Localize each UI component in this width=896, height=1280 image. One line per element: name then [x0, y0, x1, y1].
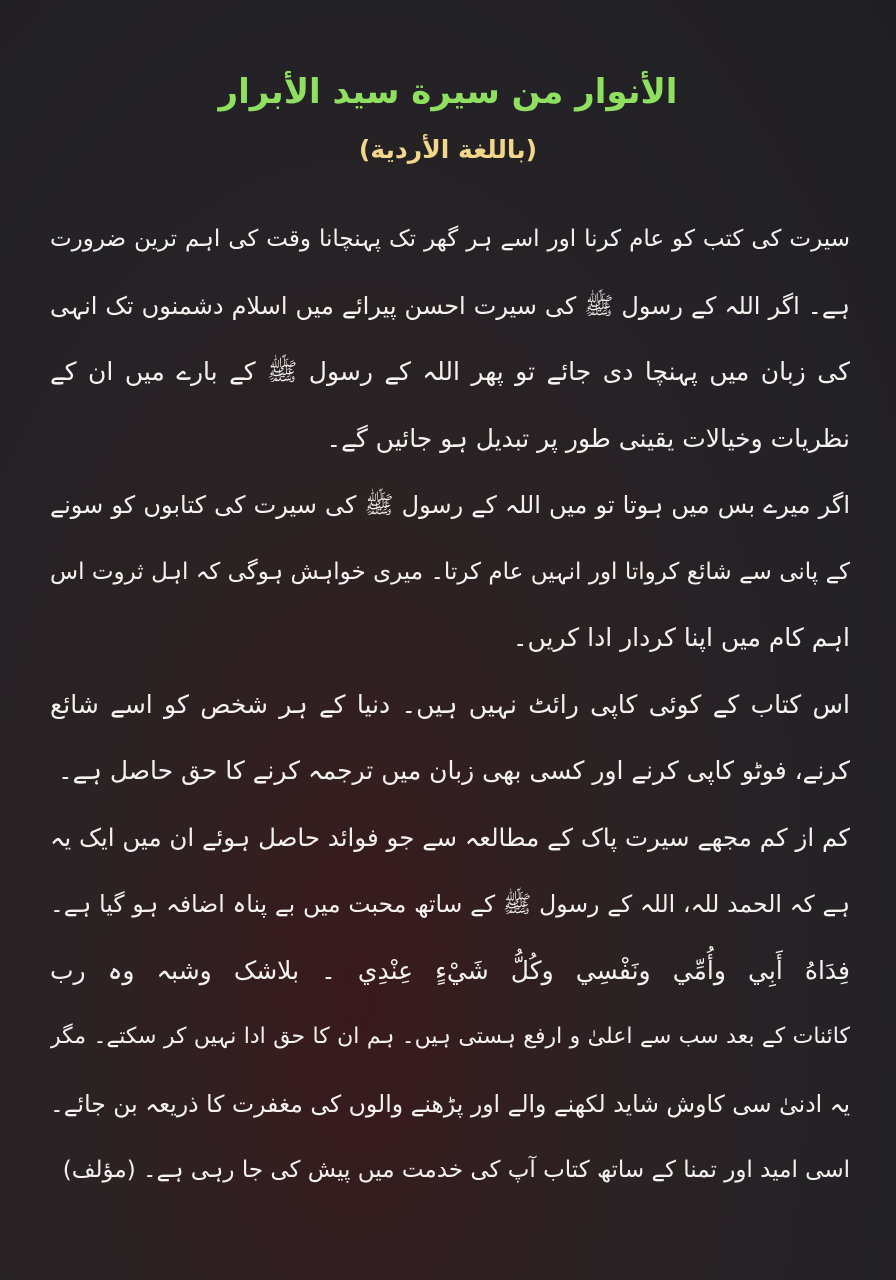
- text-line: کے پانی سے شائع کرواتا اور انہیں عام کرتا۔ میری خواہش ہوگی کہ اہل ثروت اس: [50, 558, 850, 585]
- text-line: اہم کام میں اپنا کردار ادا کریں۔: [512, 623, 850, 652]
- text-line: فِدَاهُ أَبِي وأُمِّي ونَفْسِي وكُلُّ شَيْءٍ عِنْدِي ۔ بلاشک وشبہ وہ رب: [50, 955, 850, 985]
- book-subtitle: (باللغة الأردية): [358, 135, 538, 164]
- text-line: اگر میرے بس میں ہوتا تو میں اللہ کے رسول ﷺ کی سیرت کی کتابوں کو سونے: [50, 491, 850, 519]
- text-line: اس کتاب کے کوئی کاپی رائٹ نہیں ہیں۔ دنیا کے ہر شخص کو اسے شائع: [50, 689, 850, 719]
- body-text: [50, 206, 850, 1204]
- text-line: اسی امید اور تمنا کے ساتھ کتاب آپ کی خدمت میں پیش کی جا رہی ہے۔ (مؤلف): [62, 1157, 850, 1183]
- text-line: کی زبان میں پہنچا دی جائے تو پھر اللہ کے رسول ﷺ کے بارے میں ان کے: [50, 357, 850, 386]
- book-title: الأنوار من سيرة سيد الأبرار: [218, 72, 678, 112]
- text-line: ہے کہ الحمد للہ، اللہ کے رسول ﷺ کے ساتھ محبت میں بے پناہ اضافہ ہو گیا ہے۔: [50, 890, 850, 918]
- text-line: یہ ادنیٰ سی کاوش شاید لکھنے والے اور پڑھنے والوں کی مغفرت کا ذریعہ بن جائے۔: [50, 1089, 850, 1118]
- text-line: کم از کم مجھے سیرت پاک کے مطالعہ سے جو فوائد حاصل ہوئے ان میں ایک یہ: [50, 822, 850, 852]
- text-line: سیرت کی کتب کو عام کرنا اور اسے ہر گھر تک پہنچانا وقت کی اہم ترین ضرورت: [50, 226, 850, 252]
- text-line: ہے۔ اگر اللہ کے رسول ﷺ کی سیرت احسن پیرائے میں اسلام دشمنوں تک انہی: [50, 291, 850, 320]
- text-line: کرنے، فوٹو کاپی کرنے اور کسی بھی زبان میں ترجمہ کرنے کا حق حاصل ہے۔: [57, 756, 850, 785]
- text-line: کائنات کے بعد سب سے اعلیٰ و ارفع ہستی ہیں۔ ہم ان کا حق ادا نہیں کر سکتے۔ مگر: [50, 1024, 850, 1049]
- text-line: نظریات وخیالات یقینی طور پر تبدیل ہو جائیں گے۔: [326, 423, 850, 453]
